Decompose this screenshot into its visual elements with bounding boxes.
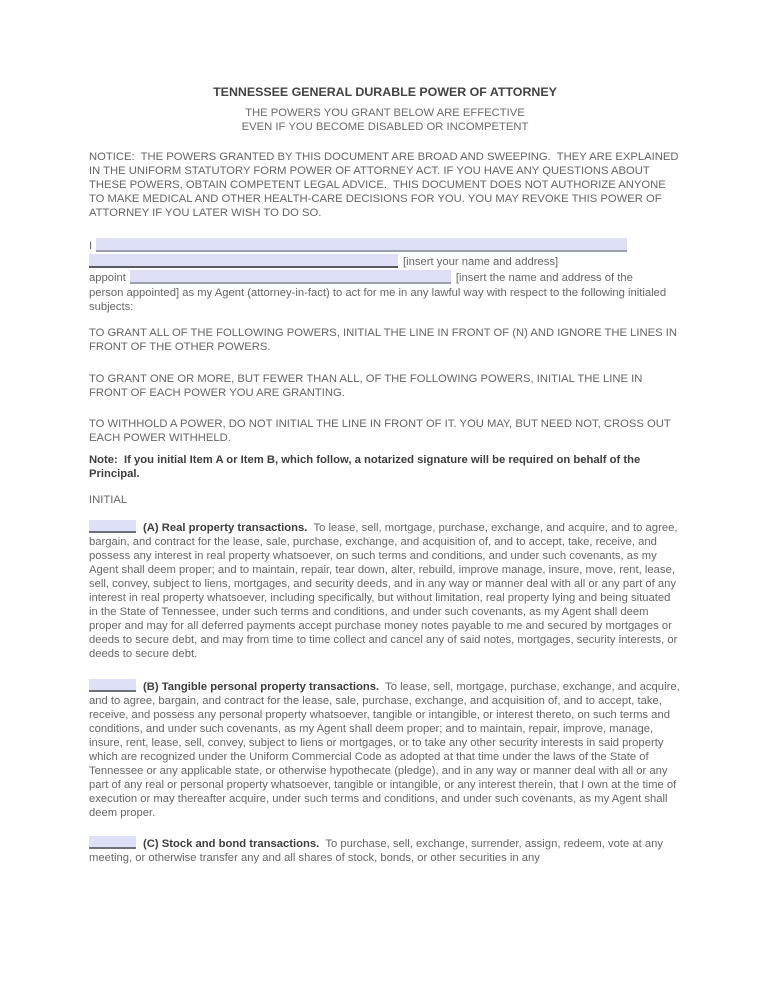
power-b-paragraph xyxy=(89,679,681,820)
appointment-line-2 xyxy=(89,254,681,270)
initial-label: INITIAL xyxy=(89,494,128,506)
name-address-hint: [insert your name and address] xyxy=(403,256,559,268)
power-c-paragraph xyxy=(89,836,681,865)
subtitle-line-1: THE POWERS YOU GRANT BELOW ARE EFFECTIVE xyxy=(245,107,525,119)
notice-paragraph: NOTICE: THE POWERS GRANTED BY THIS DOCUMENT ARE BROAD AND SWEEPING. THEY ARE EXPLAINED IN THE UNIFORM STATUTORY FORM POWER OF ATTORNEY ACT. IF YOU HAVE ANY QUESTIONS ABOUT THESE POWERS, OBTAIN COMPETENT LEGAL ADVICE. THIS DOCUMENT DOES NOT AUTHORIZE ANYONE TO MAKE MEDICAL AND OTHER HEALTH-CARE DECISIONS FOR YOU. YOU MAY REVOKE THIS POWER OF ATTORNEY IF YOU LATER WISH TO DO SO. xyxy=(89,151,682,219)
power-b-body: To lease, sell, mortgage, purchase, exchange, and acquire, and to agree, bargain, and contract for the lease, sale, purchase, exchange, and acquisition of, and to accept, take, receive, and possess any personal property whatsoever, tangible or intangible, or interest thereto, on such terms and conditions, and under such covenants, as my Agent shall deem proper; and to maintain, repair, improve, manage, insure, rent, lease, sell, convey, subject to liens or mortgages, or to take any other security interests in said property which are recognized under the Uniform Commercial Code as adopted at that time under the laws of the State of Tennessee or any applicable state, or otherwise hypothecate (pledge), and in any way or manner deal with all or any part of any real or personal property whatsoever, tangible or intangible, or any interest therein, that I own at the time of execution or may thereafter acquire, under such terms and conditions, and under such covenants, as my Agent shall deem proper. xyxy=(89,681,683,819)
agent-name-field[interactable] xyxy=(130,270,451,284)
power-a-paragraph xyxy=(89,520,681,661)
subtitle-line-2: EVEN IF YOU BECOME DISABLED OR INCOMPETENT xyxy=(241,120,529,133)
appointment-section xyxy=(89,238,681,314)
power-a-body: To lease, sell, mortgage, purchase, exchange, and acquire, and to agree, bargain, and contract for the lease, sale, purchase, exchange, and acquisition of, and to accept, take, receive, and possess any interest in real property whatsoever, on such terms and conditions, and under such covenants, as my Agent shall deem proper; and to maintain, repair, tear down, alter, rebuild, improve manage, insure, move, rent, lease, sell, convey, subject to liens, mortgages, and security deeds, and in any way or manner deal with all or any part of any interest in real property whatsoever, including specifically, but without limitation, real property lying and being situated in the State of Tennessee, under such terms and conditions, and under such covenants, as my Agent shall deem proper and may for all deferred payments accept purchase money notes payable to me and secured by mortgages or deeds to secure debt, and may from time to time collect and cancel any of said notes, mortgages, security interests, or deeds to secure debt. xyxy=(89,522,681,660)
document-title: TENNESSEE GENERAL DURABLE POWER OF ATTORNEY xyxy=(213,85,557,99)
appointment-line-1 xyxy=(89,238,681,254)
notarization-note: Note: If you initial Item A or Item B, which follow, a notarized signature will be required on behalf of the Principal. xyxy=(89,454,644,480)
principal-address-field[interactable] xyxy=(89,254,398,268)
agent-name-address-hint: [insert the name and address of the xyxy=(455,272,633,284)
instruction-grant-some: TO GRANT ONE OR MORE, BUT FEWER THAN ALL, OF THE FOLLOWING POWERS, INITIAL THE LINE IN FRONT OF EACH POWER YOU ARE GRANTING. xyxy=(89,373,646,399)
instruction-grant-all: TO GRANT ALL OF THE FOLLOWING POWERS, INITIAL THE LINE IN FRONT OF (N) AND IGNORE THE LINES IN FRONT OF THE OTHER POWERS. xyxy=(89,327,681,353)
initial-blank-b[interactable] xyxy=(89,679,136,692)
appointment-line-3 xyxy=(89,270,681,286)
power-c-heading: (C) Stock and bond transactions. xyxy=(143,838,320,850)
initial-blank-c[interactable] xyxy=(89,836,136,849)
principal-name-field[interactable] xyxy=(96,238,627,252)
appointment-continuation: person appointed] as my Agent (attorney-in-fact) to act for me in any lawful way with respect to the following initialed subjects: xyxy=(89,287,670,313)
power-a-heading: (A) Real property transactions. xyxy=(143,522,308,534)
power-c-body: To purchase, sell, exchange, surrender, assign, redeem, vote at any meeting, or otherwise transfer any and all shares of stock, bonds, or other securities in any xyxy=(89,838,667,864)
power-b-heading: (B) Tangible personal property transactions. xyxy=(143,681,380,693)
initial-blank-a[interactable] xyxy=(89,520,136,533)
document-subtitle xyxy=(89,107,681,134)
instruction-withhold: TO WITHHOLD A POWER, DO NOT INITIAL THE LINE IN FRONT OF IT. YOU MAY, BUT NEED NOT, CROSS OUT EACH POWER WITHHELD. xyxy=(89,418,674,444)
appoint-label: appoint xyxy=(89,272,126,284)
principal-prefix-label: I xyxy=(89,240,93,252)
